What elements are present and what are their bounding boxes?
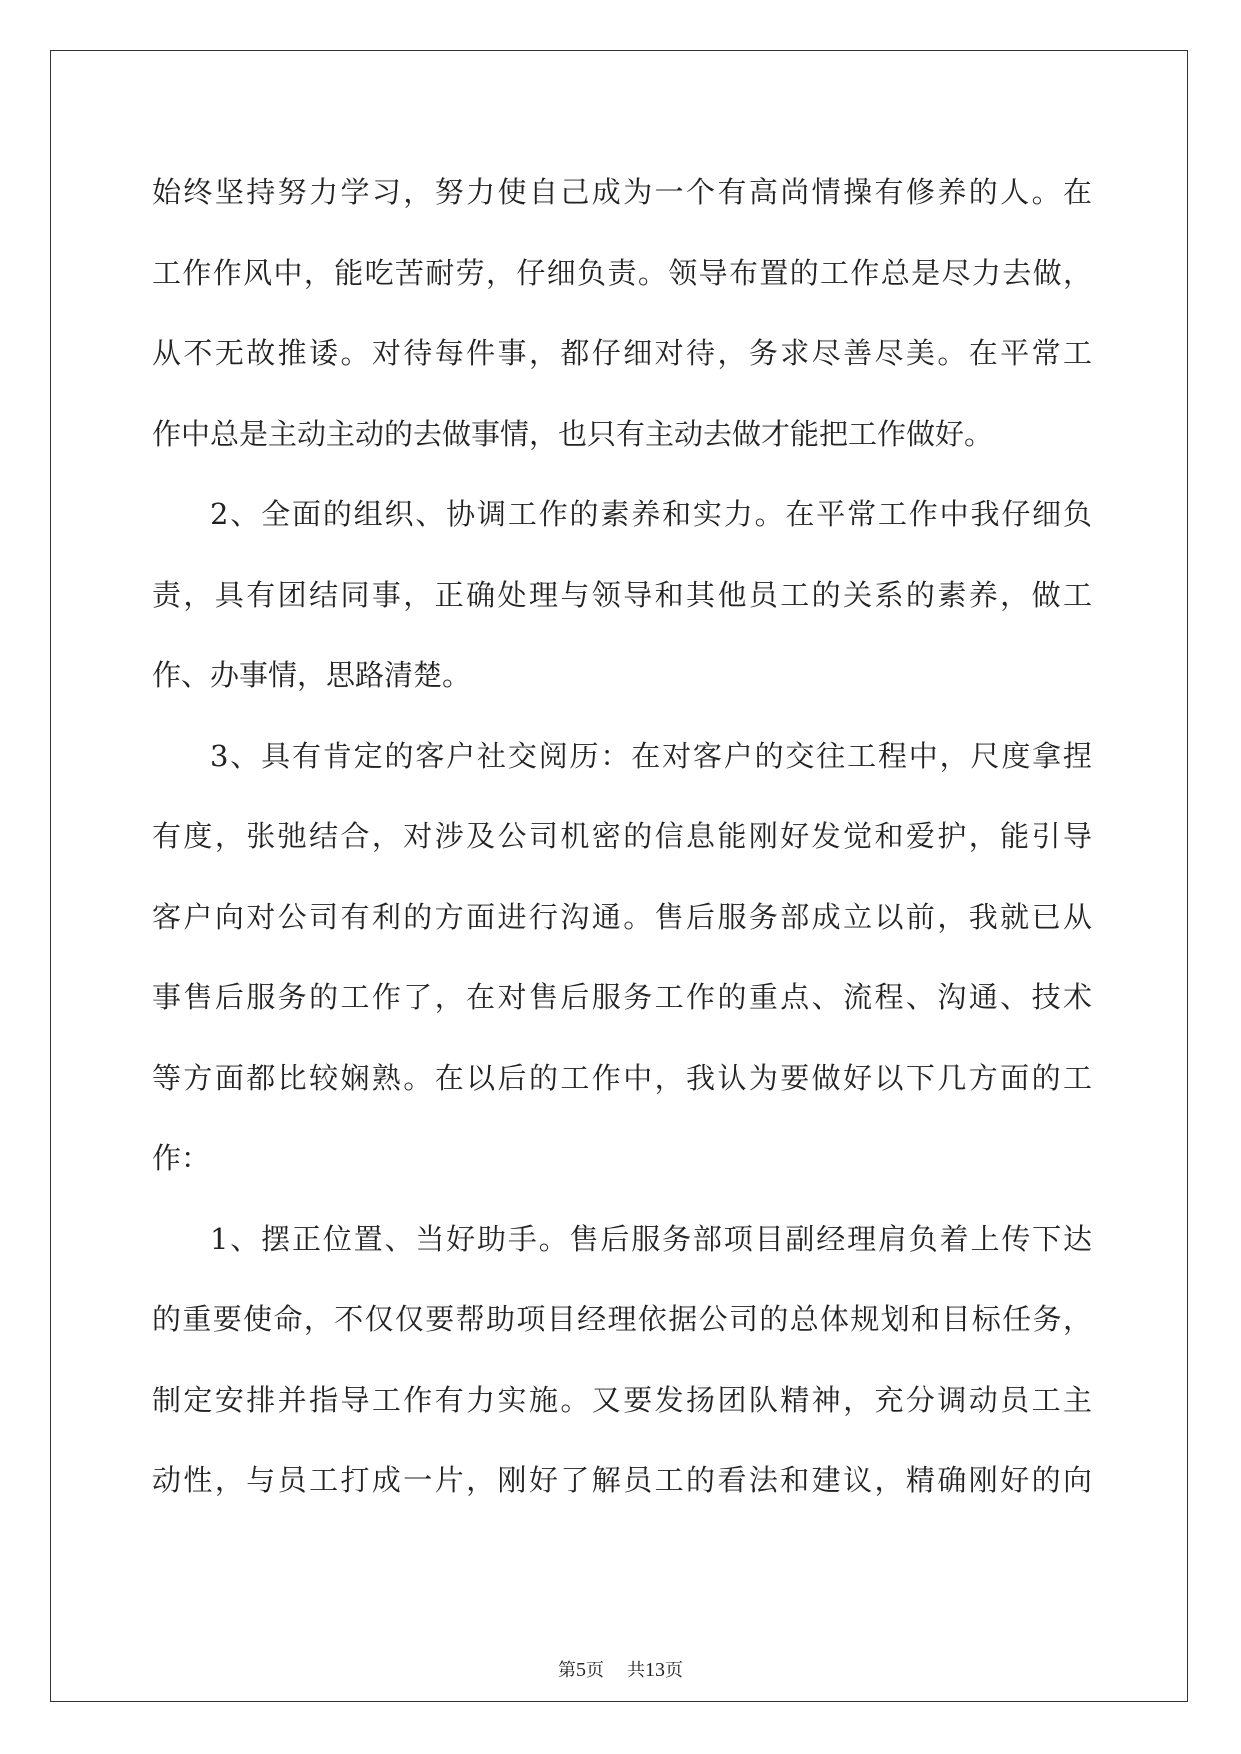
text-line: 责，具有团结同事，正确处理与领导和其他员工的关系的素养，做工 [152,577,1092,612]
footer-total-suffix: 页 [664,1660,683,1681]
text-line: 作中总是主动主动的去做事情，也只有主动去做才能把工作做好。 [152,416,994,451]
text-line: 客户向对公司有利的方面进行沟通。售后服务部成立以前，我就已从 [152,899,1092,934]
text-line: 制定安排并指导工作有力实施。又要发扬团队精神，充分调动员工主 [152,1382,1092,1417]
text-line: 有度，张弛结合，对涉及公司机密的信息能刚好发觉和爱护，能引导 [152,819,1092,853]
text-line: 1、摆正位置、当好助手。售后服务部项目副经理肩负着上传下达 [210,1221,1092,1256]
text-line: 等方面都比较娴熟。在以后的工作中，我认为要做好以下几方面的工 [152,1060,1092,1095]
text-line: 动性，与员工打成一片，刚好了解员工的看法和建议，精确刚好的向 [152,1463,1092,1497]
text-line: 从不无故推诿。对待每件事，都仔细对待，务求尽善尽美。在平常工 [152,336,1092,370]
text-line: 的重要使命，不仅仅要帮助项目经理依据公司的总体规划和目标任务， [152,1302,1092,1336]
text-line: 作： [152,1141,211,1175]
total-page-count: 13 [644,1659,665,1681]
page-footer [0,1656,1241,1682]
document-body [152,162,1092,1531]
footer-page-suffix: 页 [586,1660,605,1681]
footer-prefix: 第 [558,1660,577,1681]
text-line: 工作作风中，能吃苦耐劳，仔细负责。领导布置的工作总是尽力去做， [152,255,1092,290]
footer-total-prefix: 共 [626,1660,645,1681]
text-line: 作、办事情，思路清楚。 [152,658,472,692]
text-line: 始终坚持努力学习，努力使自己成为一个有高尚情操有修养的人。在 [152,175,1092,209]
text-line: 2、全面的组织、协调工作的素养和实力。在平常工作中我仔细负 [210,497,1092,531]
text-line: 事售后服务的工作了，在对售后服务工作的重点、流程、沟通、技术 [152,980,1092,1014]
current-page-number: 5 [576,1659,587,1681]
text-line: 3、具有肯定的客户社交阅历：在对客户的交往工程中，尺度拿捏 [210,738,1092,773]
